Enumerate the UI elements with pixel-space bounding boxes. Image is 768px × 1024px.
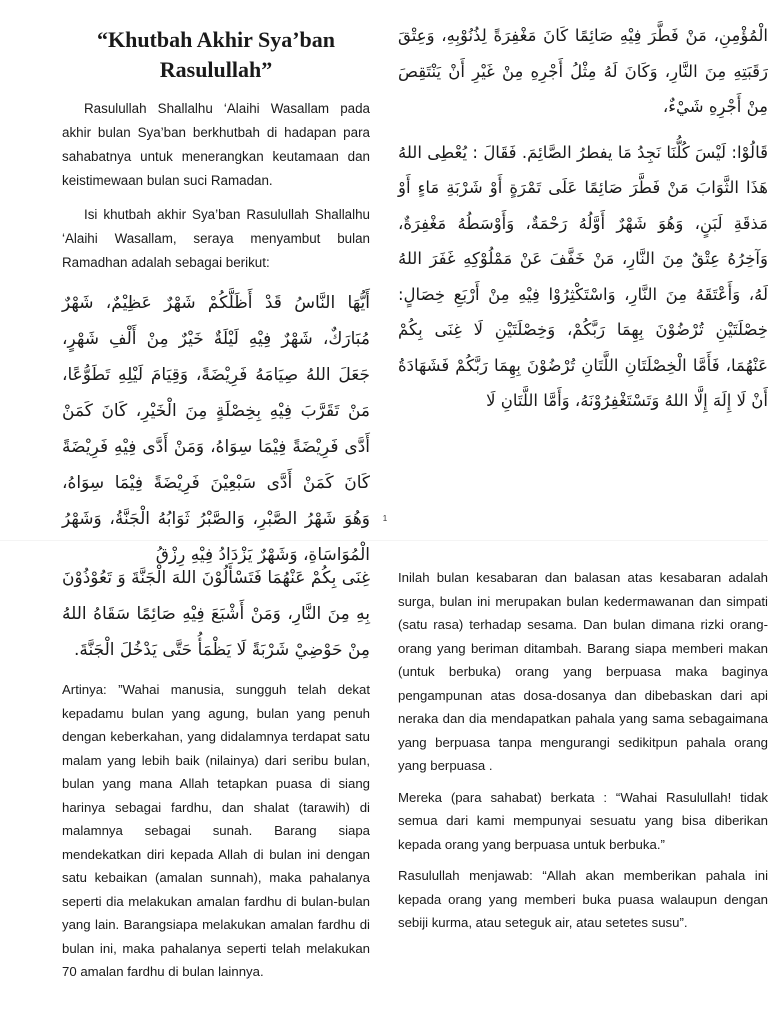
- arabic-khutbah-part-1: أَيُّهَا النَّاسُ قَدْ أَظَلَّكُمْ شَهْرٌ عَظِيْمٌ، شَهْرٌ مُبَارَكٌ، شَهْرٌ فِيْهِ لَيْلَةٌ خَيْرٌ مِنْ أَلْفِ شَهْرٍ، جَعَلَ اللهُ صِيَامَهُ فَرِيْضَةً، وَقِيَامَ لَيْلِهِ تَطَوُّعًا، مَنْ تَقَرَّبَ فِيْهِ بِخِصْلَةٍ مِنَ الْخَيْرِ، كَانَ كَمَنْ أَدَّى فَرِيْضَةً فِيْمَا سِوَاهُ، وَمَنْ أَدَّى فِيْهِ فَرِيْضَةً كَانَ كَمَنْ أَدَّى سَبْعِيْنَ فَرِيْضَةً فِيْمَا سِوَاهُ، وَهُوَ شَهْرُ الصَّبْرِ، وَالصَّبْرُ ثَوَابُهُ الْجَنَّةُ، وَشَهْرُ الْمُوَاسَاةِ، وَشَهْرٌ يَزْدَادُ فِيْهِ رِزْقُ: [62, 293, 370, 565]
- arabic-khutbah-part-2: الْمُؤْمِنِ، مَنْ فَطَّرَ فِيْهِ صَائِمًا كَانَ مَغْفِرَةً لِذُنُوْبِهِ، وَعِتْقَ رَقَبَتِهِ مِنَ النَّارِ، وَكَانَ لَهُ مِثْلُ أَجْرِهِ مِنْ غَيْرِ أَنْ يَنْتَقِصَ مِنْ أَجْرِهِ شَيْءٌ،: [398, 26, 768, 116]
- translation-paragraph-3: Mereka (para sahabat) berkata : “Wahai Rasulullah! tidak semua dari kami mempunyai sesuatu yang bisa diberikan kepada orang yang berpuasa untuk berbuka.”: [398, 789, 768, 852]
- intro-paragraph-1: Rasulullah Shallalhu ‘Alaihi Wasallam pada akhir bulan Sya’ban berkhutbah di hadapan para sahabatnya untuk menerangkan keutamaan dan keistimewaan bulan suci Ramadan.: [62, 101, 370, 188]
- page-2-left-column: [62, 560, 370, 992]
- page-divider: [0, 540, 768, 541]
- intro-paragraph-2: Isi khutbah akhir Sya’ban Rasulullah Shallalhu ‘Alaihi Wasallam, seraya menyambut bulan Ramadhan adalah sebagai berikut:: [62, 207, 370, 270]
- translation-paragraph-4: Rasulullah menjawab: “Allah akan memberikan pahala ini kepada orang yang memberi buka puasa walaupun dengan sebiji kurma, atau seteguk air, atau setetes susu”.: [398, 868, 768, 930]
- page-number: 1: [382, 514, 388, 523]
- document-title: “Khutbah Akhir Sya’ban Rasulullah”: [96, 27, 336, 82]
- page-2-right-column: [398, 566, 768, 943]
- page-2: [0, 548, 768, 1024]
- translation-paragraph-2: Inilah bulan kesabaran dan balasan atas kesabaran adalah surga, bulan ini merupakan bulan kedermawanan dan simpati (satu rasa) terhadap sesama. Dan bulan dimana rizki orang-orang yang beriman ditambah. Barang siapa memberi makan (untuk berbuka) orang yang berpuasa maka baginya pengampunan atas dosa-dosanya dan dibebaskan dari api neraka dan dia mendapatkan pahala yang sama sebagaimana yang berpuasa tanpa mengurangi sedikitpun pahala orang yang berpuasa .: [398, 570, 768, 773]
- arabic-khutbah-part-4: غِنَى بِكُمْ عَنْهُمَا فَتَسْأَلُوْنَ اللهَ الْجَنَّةَ وَ تَعُوْذُوْنَ بِهِ مِنَ النَّارِ، وَمَنْ أَشْبَعَ فِيْهِ صَائِمًا سَقَاهُ اللهُ مِنْ حَوْضِيْ شَرْبَةً لَا يَظْمَأُ حَتَّى يَدْخُلَ الْجَنَّةَ.: [62, 568, 370, 660]
- translation-paragraph-1: Artinya: ”Wahai manusia, sungguh telah dekat kepadamu bulan yang agung, bulan yang penuh dengan keberkahan, yang didalamnya terdapat satu malam yang lebih baik (nilainya) dari seribu bulan, bulan yang mana Allah tetapkan puasa di siang harinya sebagai fardhu, dan shalat (tarawih) di malamnya sebagai sunah. Barang siapa mendekatkan diri kepada Allah di bulan ini dengan satu kebaikan (amalan sunnah), maka pahalanya seperti dia melakukan amalan fardhu di bulan-bulan yang lain. Barangsiapa melakukan amalan fardhu di bulan ini, maka pahalanya seperti telah melakukan 70 amalan fardhu di bulan lainnya.: [62, 682, 370, 979]
- arabic-khutbah-part-3: قَالُوْا: لَيْسَ كُلُّنَا نَجِدُ مَا يفطرُ الصَّائِمَ. فَقَالَ : يُعْطِى اللهُ هَذَا الثَّوَابَ مَنْ فَطَّرَ صَائِمًا عَلَى تَمْرَةٍ أَوْ شَرْبَةِ مَاءٍ أَوْ مَذقَةِ لَبَنٍ، وَهُوَ شَهْرٌ أَوَّلُهُ رَحْمَةٌ، وَأَوْسَطُهُ مَغْفِرَةٌ، وَآخِرُهُ عِتْقٌ مِنَ النَّارِ، مَنْ خَفَّفَ عَنْ مَمْلُوْكِهِ غَفَرَ اللهُ لَهُ، وَأَعْتَقَهُ مِنَ النَّارِ، وَاسْتَكْثِرُوْا فِيْهِ مِنْ أَرْبَعِ خِصَالٍ: خِصْلَتَيْنِ تُرْضُوْنَ بِهِمَا رَبَّكُمْ، وَخِصْلَتَيْنِ لَا غِنَى بِكُمْ عَنْهُمَا، فَأَمَّا الْخِصْلَتَانِ اللَّتَانِ تُرْضُوْنَ بِهِمَا رَبَّكُمْ فَشَهَادَةُ أَنْ لَا إِلَهَ إِلَّا اللهُ وَتَسْتَغْفِرُوْنَهُ، وَأَمَّا اللَّتَانِ لَا: [398, 142, 768, 410]
- page-1-right-column: [398, 18, 768, 429]
- page-1-left-column: [62, 0, 370, 583]
